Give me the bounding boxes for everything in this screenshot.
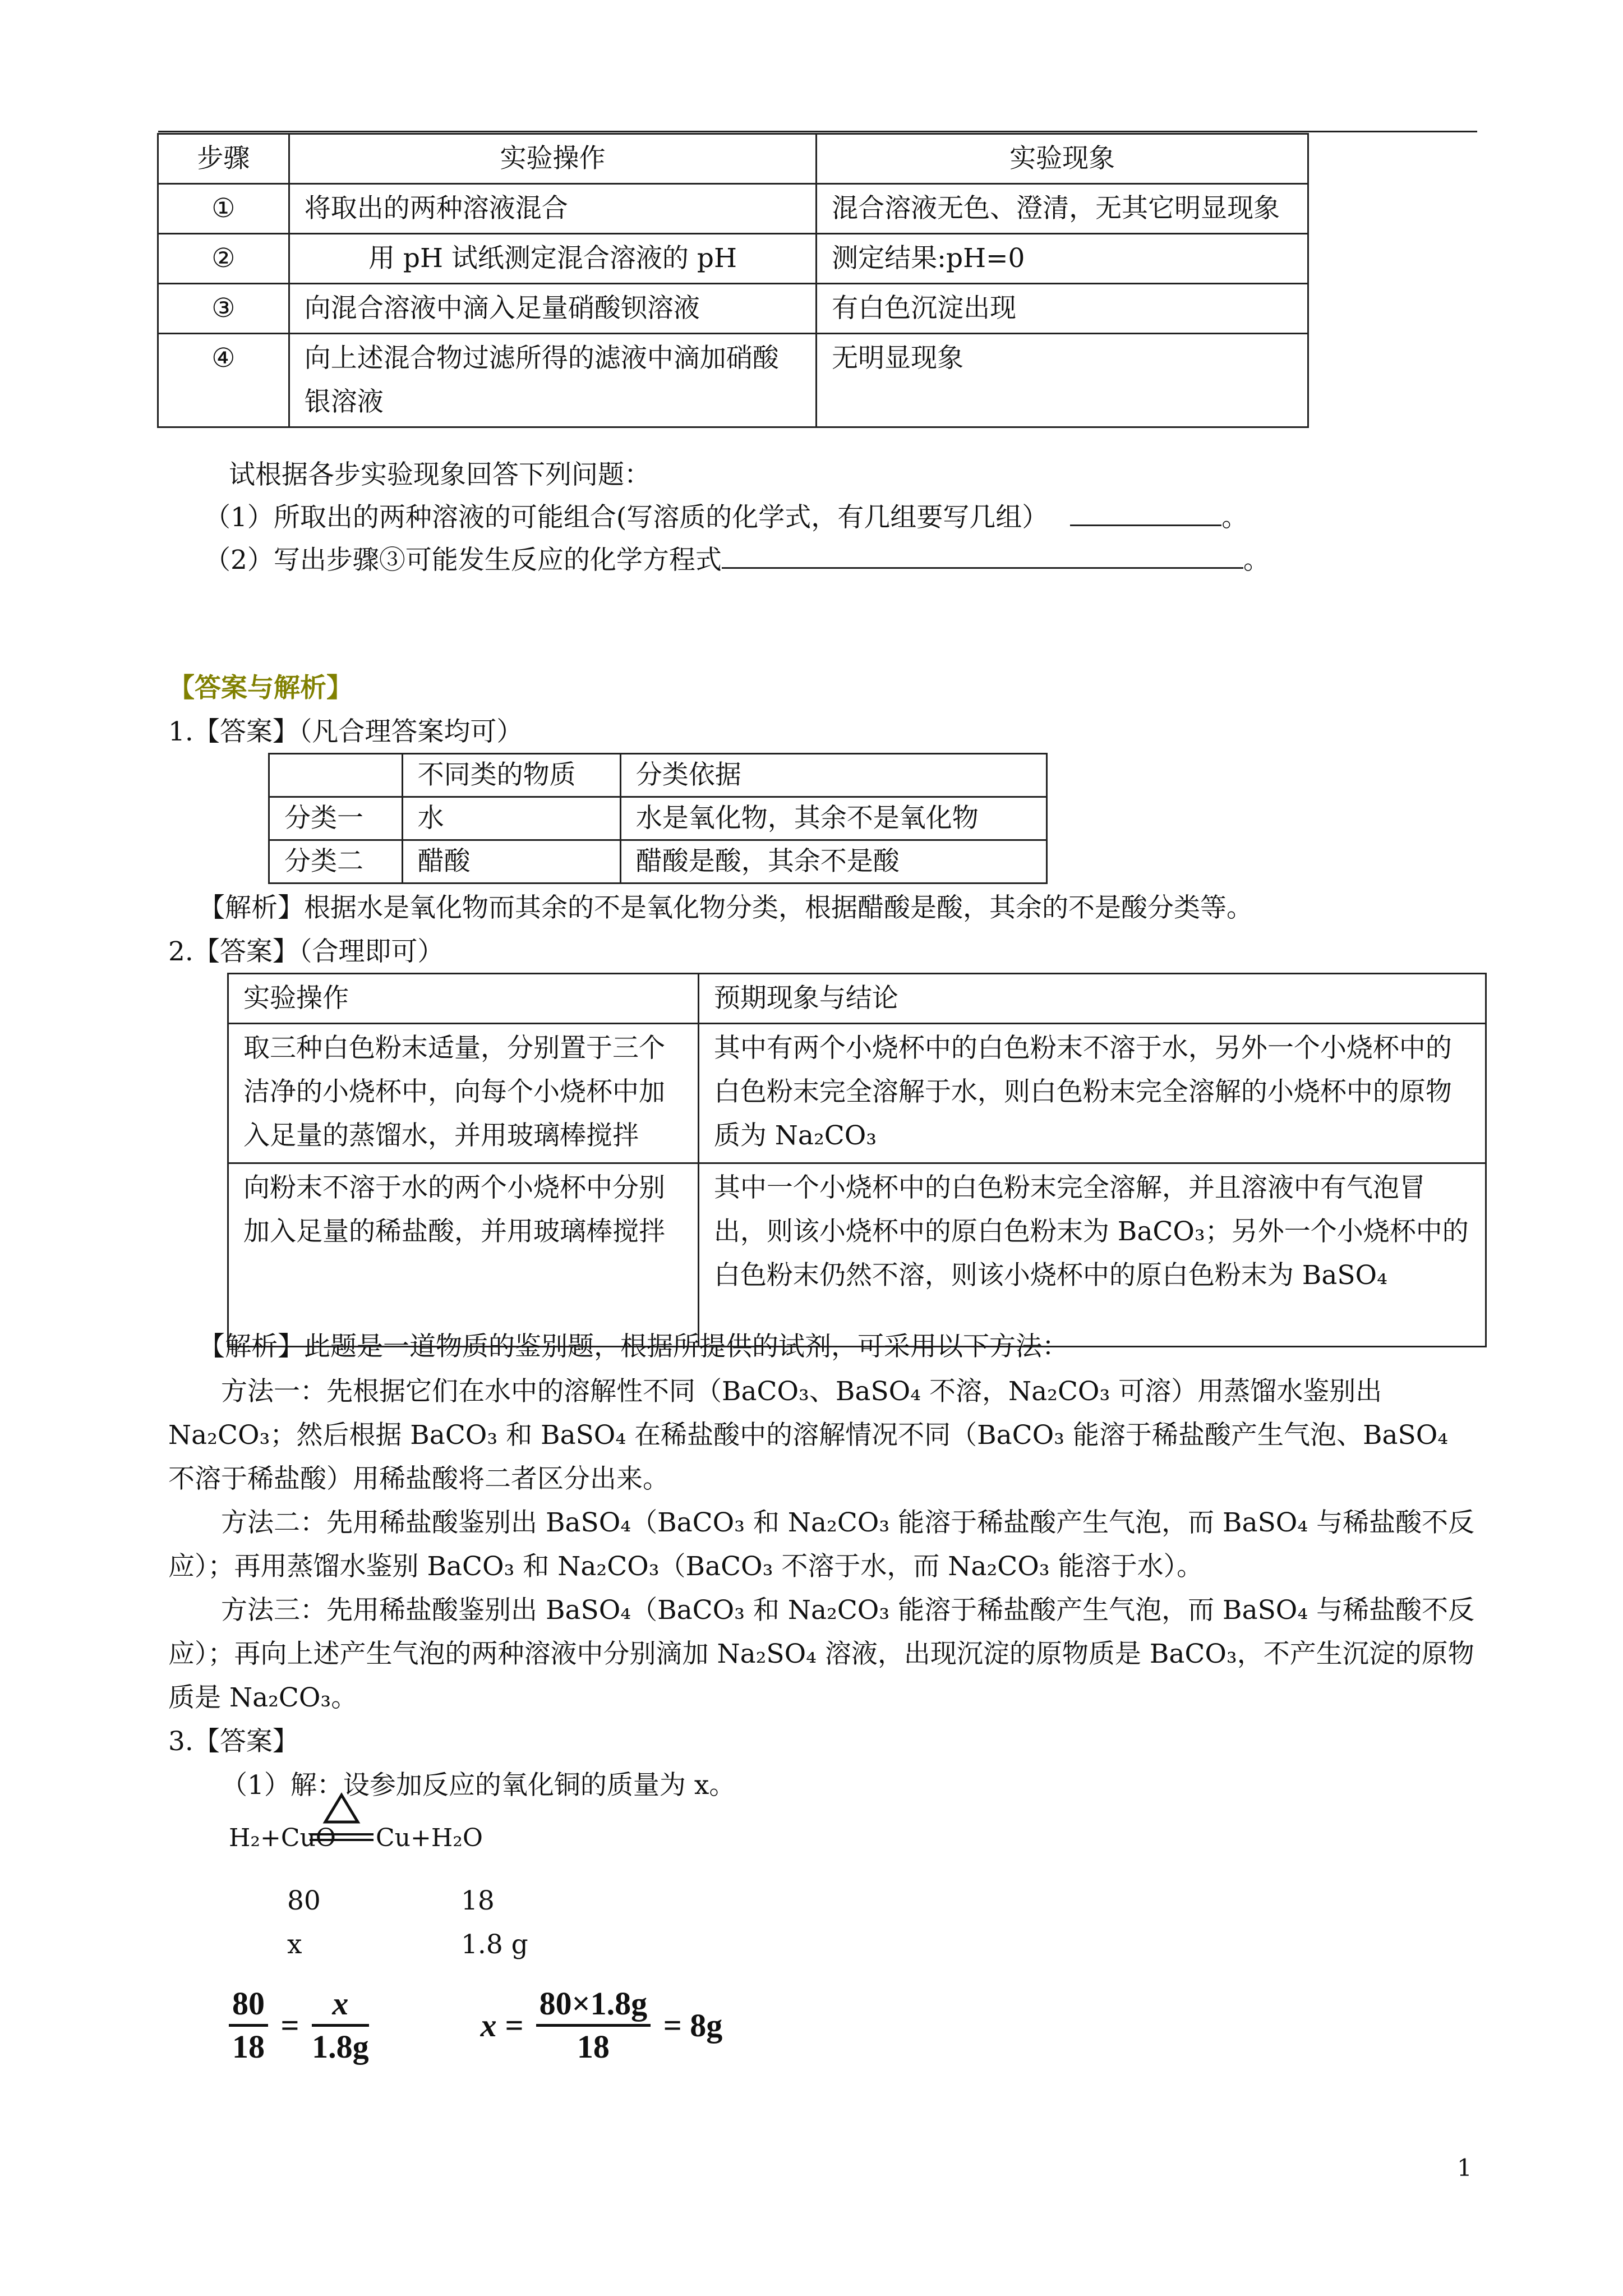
proportion-equation — [229, 1984, 722, 2067]
answer-2-analysis: 【解析】此题是一道物质的鉴别题，根据所提供的试剂，可采用以下方法： — [199, 1331, 1068, 1362]
table-cell: 醋酸 — [402, 840, 620, 884]
question-1-text: （1）所取出的两种溶液的可能组合(写溶质的化学式，有几组要写几组） — [204, 502, 1049, 533]
table-cell: 用 pH 试纸测定混合溶液的 pH — [289, 234, 816, 284]
table-cell: ④ — [158, 334, 289, 427]
answer-2-label: 2.【答案】（合理即可） — [168, 936, 444, 967]
table-cell: 无明显现象 — [817, 334, 1308, 427]
experiment-table — [157, 133, 1309, 428]
question-1-end: 。 — [1221, 502, 1248, 533]
result-rhs: = 8g — [663, 2007, 723, 2044]
table-header-step: 步骤 — [158, 134, 289, 184]
table-row — [228, 1024, 1486, 1163]
table-cell: 测定结果:pH=0 — [817, 234, 1308, 284]
answer-blank-1 — [1070, 498, 1221, 526]
table-cell: 有白色沉淀出现 — [817, 284, 1308, 334]
method-2: 方法二：先用稀盐酸鉴别出 BaSO₄（BaCO₃ 和 Na₂CO₃ 能溶于稀盐酸产生气泡，而 BaSO₄ 与稀盐酸不反应）；再用蒸馏水鉴别 BaCO₃ 和 Na₂CO₃（BaCO₃ 不溶于水，而 Na₂CO₃ 能溶于水）。 — [168, 1507, 1475, 1582]
table-row — [269, 754, 1047, 797]
solve-line: （1）解：设参加反应的氧化铜的质量为 x。 — [221, 1770, 736, 1801]
question-2 — [204, 539, 1270, 582]
table-header: 分类依据 — [620, 754, 1046, 797]
table-header: 不同类的物质 — [402, 754, 620, 797]
reaction-left: H₂+CuO — [229, 1824, 336, 1852]
table-cell: ② — [158, 234, 289, 284]
fraction-numerator: 80 — [229, 1984, 268, 2027]
header-rule — [158, 131, 1477, 132]
fraction-numerator: x — [312, 1984, 369, 2027]
equals-sign: = — [280, 2007, 299, 2044]
result-lhs: x = — [480, 2007, 524, 2044]
table-cell: 混合溶液无色、澄清，无其它明显现象 — [817, 184, 1308, 234]
identification-table — [227, 973, 1487, 1347]
table-row — [228, 1163, 1486, 1347]
fraction-result — [536, 1984, 651, 2067]
table-header: 实验操作 — [228, 974, 699, 1024]
table-header-operation: 实验操作 — [289, 134, 816, 184]
fraction-denominator: 1.8g — [312, 2028, 369, 2065]
table-cell: 向混合溶液中滴入足量硝酸钡溶液 — [289, 284, 816, 334]
reaction-double-bar — [310, 1833, 374, 1841]
table-cell: 向上述混合物过滤所得的滤液中滴加硝酸银溶液 — [289, 334, 816, 427]
table-cell: 将取出的两种溶液混合 — [289, 184, 816, 234]
questions-intro: 试根据各步实验现象回答下列问题： — [229, 459, 651, 490]
question-2-end: 。 — [1243, 545, 1270, 576]
table-cell: 其中一个小烧杯中的白色粉末完全溶解，并且溶液中有气泡冒出，则该小烧杯中的原白色粉末为 BaCO₃；另外一个小烧杯中的白色粉末仍然不溶，则该小烧杯中的原白色粉末为 BaSO₄ — [698, 1163, 1486, 1347]
table-row — [158, 134, 1308, 184]
table-cell: ① — [158, 184, 289, 234]
fraction-numerator: 80×1.8g — [536, 1984, 651, 2027]
table-cell: 其中有两个小烧杯中的白色粉末不溶于水，另外一个小烧杯中的白色粉末完全溶解于水，则白色粉末完全溶解的小烧杯中的原物质为 Na₂CO₃ — [698, 1024, 1486, 1163]
table-cell — [269, 754, 403, 797]
table-row — [269, 797, 1047, 840]
mass-80: 80 — [287, 1885, 321, 1916]
question-1 — [204, 496, 1248, 540]
table-cell: 分类二 — [269, 840, 403, 884]
answer-1-label: 1.【答案】（凡合理答案均可） — [168, 716, 523, 747]
table-row — [158, 184, 1308, 234]
answer-heading: 【答案与解析】 — [168, 673, 353, 703]
fraction-denominator: 18 — [577, 2028, 610, 2065]
table-row — [158, 284, 1308, 334]
table-cell: ③ — [158, 284, 289, 334]
reaction-right: Cu+H₂O — [376, 1824, 483, 1852]
answer-3-label: 3.【答案】 — [168, 1726, 299, 1757]
page-number: 1 — [1457, 2154, 1472, 2182]
table-row — [158, 334, 1308, 427]
table-cell: 醋酸是酸，其余不是酸 — [620, 840, 1046, 884]
table-cell: 向粉末不溶于水的两个小烧杯中分别加入足量的稀盐酸，并用玻璃棒搅拌 — [228, 1163, 699, 1347]
table-row — [228, 974, 1486, 1024]
table-header: 预期现象与结论 — [698, 974, 1486, 1024]
var-1-8g: 1.8 g — [461, 1929, 528, 1960]
classification-table — [268, 753, 1048, 884]
answer-blank-2 — [722, 540, 1243, 569]
heat-triangle-icon — [322, 1792, 361, 1825]
method-1: 方法一：先根据它们在水中的溶解性不同（BaCO₃、BaSO₄ 不溶，Na₂CO₃ 可溶）用蒸馏水鉴别出 Na₂CO₃；然后根据 BaCO₃ 和 BaSO₄ 在稀盐酸中的溶解情况不同（BaCO₃ 能溶于稀盐酸产生气泡、BaSO₄ 不溶于稀盐酸）用稀盐酸将二者区分出来。 — [168, 1376, 1449, 1494]
fraction-denominator: 18 — [232, 2028, 265, 2065]
var-x: x — [287, 1929, 302, 1960]
table-header-phenomenon: 实验现象 — [817, 134, 1308, 184]
table-cell: 分类一 — [269, 797, 403, 840]
answer-1-analysis: 【解析】根据水是氧化物而其余的不是氧化物分类，根据醋酸是酸，其余的不是酸分类等。 — [199, 892, 1253, 923]
method-3: 方法三：先用稀盐酸鉴别出 BaSO₄（BaCO₃ 和 Na₂CO₃ 能溶于稀盐酸产生气泡，而 BaSO₄ 与稀盐酸不反应）；再向上述产生气泡的两种溶液中分别滴加 Na₂SO₄ 溶液，出现沉淀的原物质是 BaCO₃，不产生沉淀的原物质是 Na₂CO₃。 — [168, 1595, 1475, 1713]
question-2-text: （2）写出步骤③可能发生反应的化学方程式 — [204, 545, 722, 576]
fraction-80-18 — [229, 1984, 268, 2067]
table-cell: 取三种白色粉末适量，分别置于三个洁净的小烧杯中，向每个小烧杯中加入足量的蒸馏水，并用玻璃棒搅拌 — [228, 1024, 699, 1163]
fraction-x-1-8g — [312, 1984, 369, 2067]
table-cell: 水 — [402, 797, 620, 840]
mass-18: 18 — [461, 1885, 495, 1916]
table-cell: 水是氧化物，其余不是氧化物 — [620, 797, 1046, 840]
table-row — [269, 840, 1047, 884]
table-row — [158, 234, 1308, 284]
